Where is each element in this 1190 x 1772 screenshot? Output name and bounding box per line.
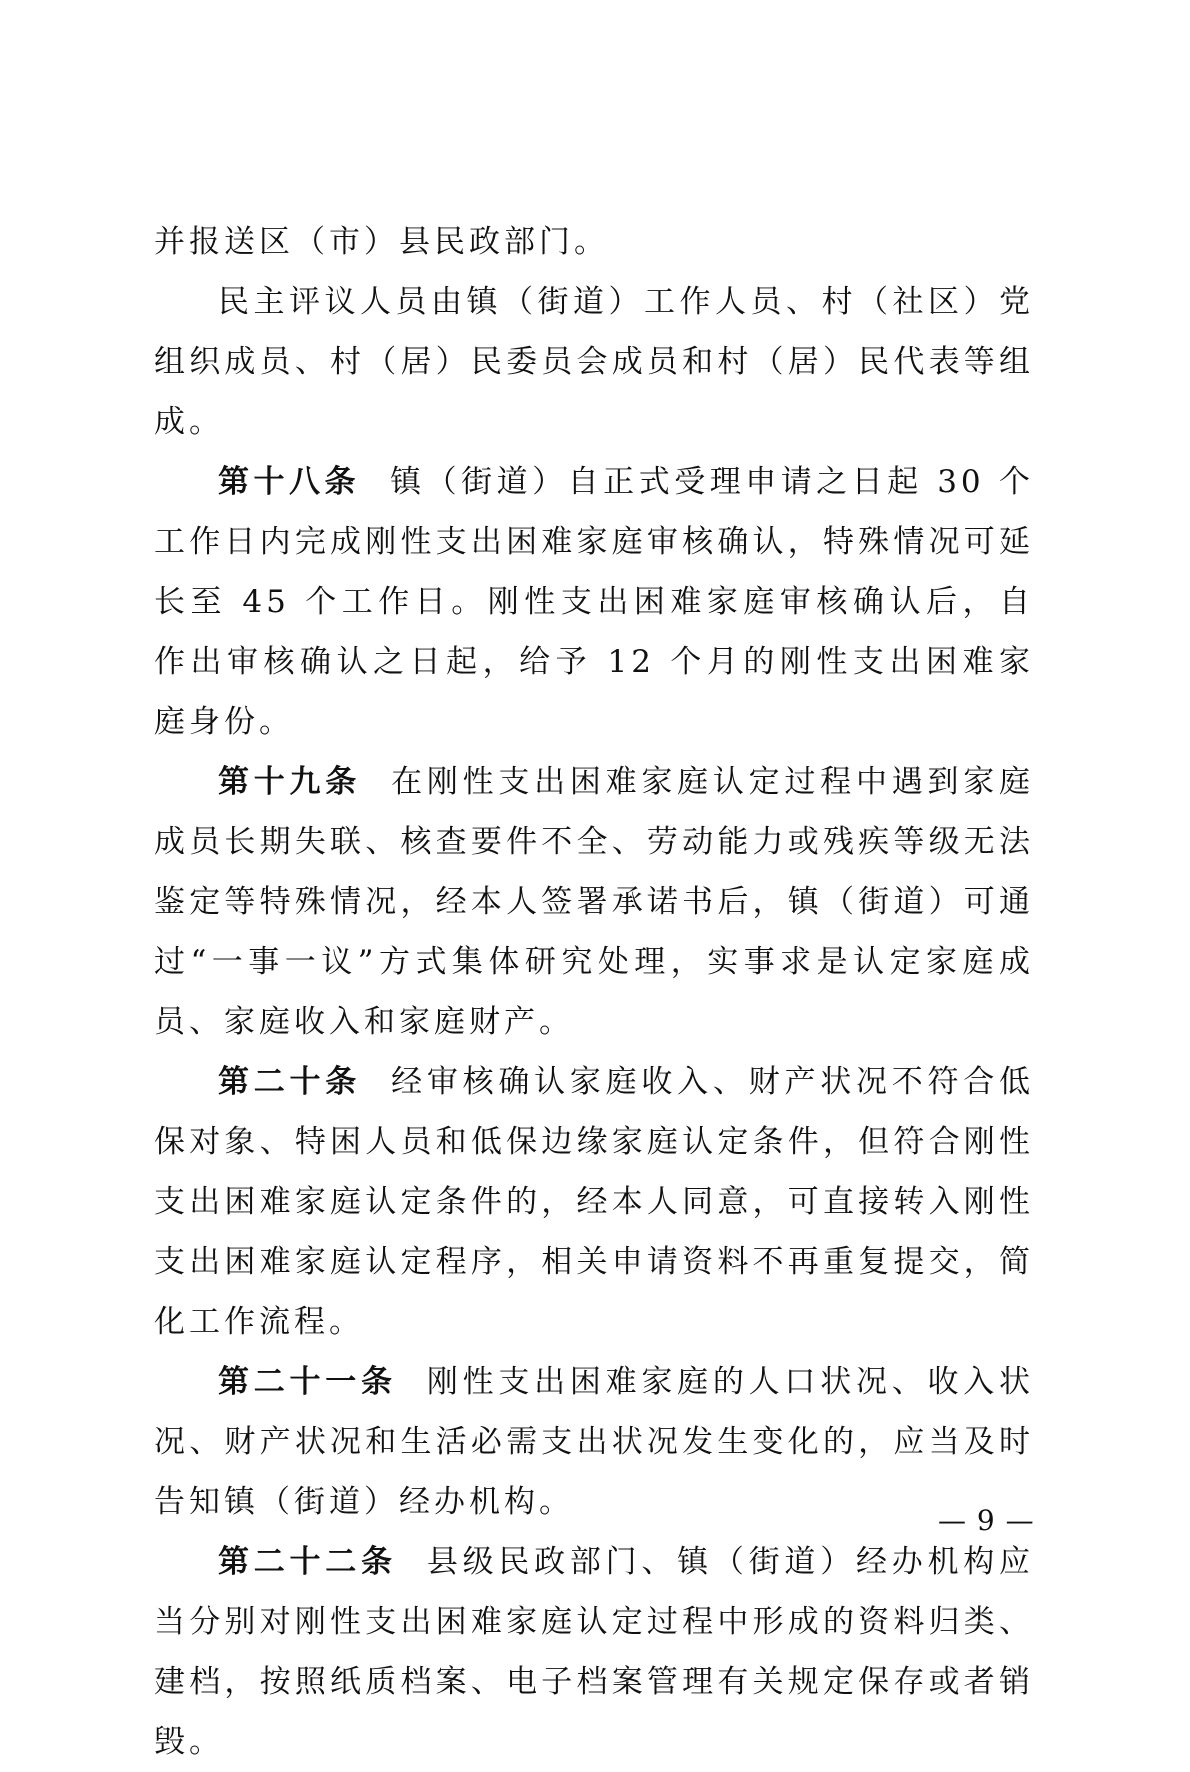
article-21	[154, 1352, 1034, 1532]
article-text: 县级民政部门、镇（街道）经办机构应当分别对刚性支出困难家庭认定过程中形成的资料归类、建档，按照纸质档案、电子档案管理有关规定保存或者销毁。	[154, 1544, 1035, 1760]
paragraph-continuation	[154, 212, 1034, 272]
article-20	[154, 1052, 1034, 1352]
article-number: 第二十条	[218, 1064, 362, 1100]
article-18	[154, 452, 1034, 752]
article-number: 第二十一条	[218, 1364, 397, 1400]
paragraph-evaluation-members	[154, 272, 1034, 452]
article-text: 经审核确认家庭收入、财产状况不符合低保对象、特困人员和低保边缘家庭认定条件，但符合刚性支出困难家庭认定条件的，经本人同意，可直接转入刚性支出困难家庭认定程序，相关申请资料不再重复提交，简化工作流程。	[154, 1064, 1035, 1340]
article-text: 镇（街道）自正式受理申请之日起 30 个工作日内完成刚性支出困难家庭审核确认，特殊情况可延长至 45 个工作日。刚性支出困难家庭审核确认后，自作出审核确认之日起，给予 12 个月的刚性支出困难家庭身份。	[154, 464, 1035, 740]
document-body	[154, 212, 1034, 1772]
article-22	[154, 1532, 1034, 1772]
page-number: — 9 —	[938, 1504, 1035, 1537]
article-text: 刚性支出困难家庭的人口状况、收入状况、财产状况和生活必需支出状况发生变化的，应当及时告知镇（街道）经办机构。	[154, 1364, 1035, 1520]
article-19	[154, 752, 1034, 1052]
paragraph-text: 民主评议人员由镇（街道）工作人员、村（社区）党组织成员、村（居）民委员会成员和村（居）民代表等组成。	[154, 284, 1034, 440]
article-number: 第二十二条	[218, 1544, 397, 1580]
article-number: 第十八条	[218, 464, 361, 500]
paragraph-text: 并报送区（市）县民政部门。	[154, 224, 609, 260]
article-text: 在刚性支出困难家庭认定过程中遇到家庭成员长期失联、核查要件不全、劳动能力或残疾等级无法鉴定等特殊情况，经本人签署承诺书后，镇（街道）可通过“一事一议”方式集体研究处理，实事求是认定家庭成员、家庭收入和家庭财产。	[154, 764, 1035, 1040]
article-number: 第十九条	[218, 764, 362, 800]
